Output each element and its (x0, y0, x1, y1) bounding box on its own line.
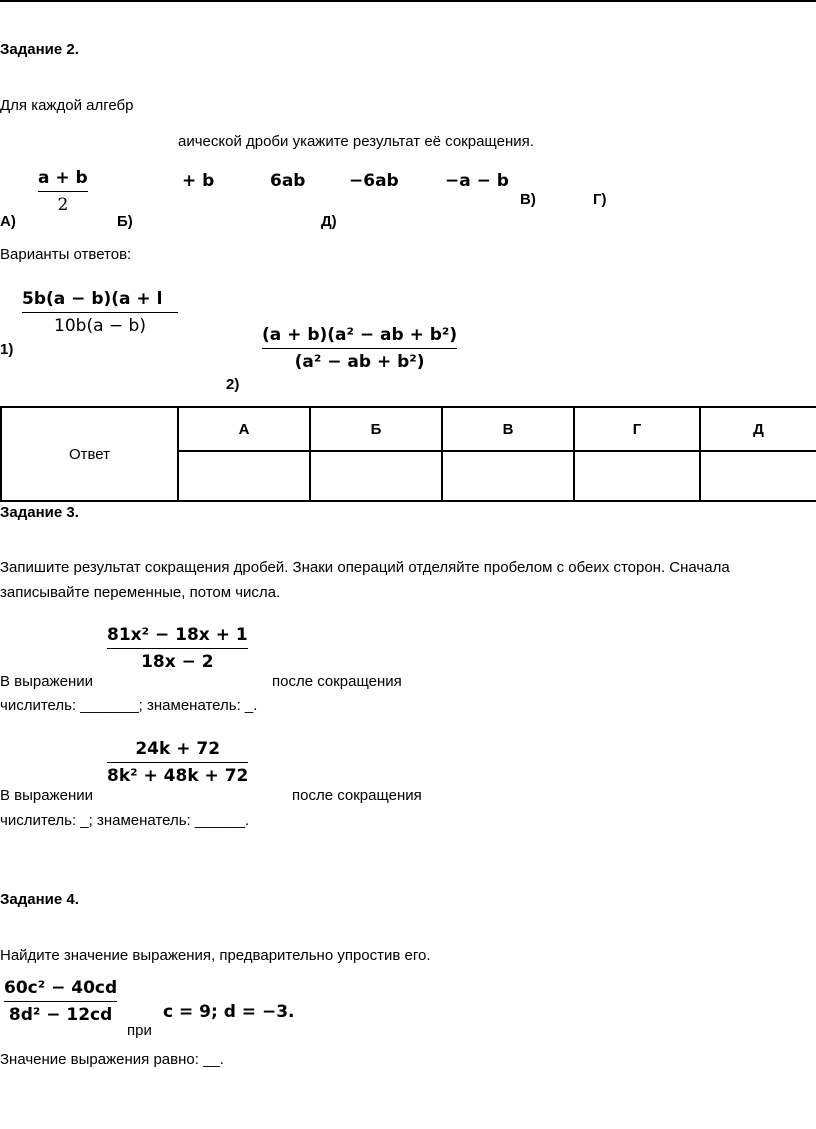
label-b: Б) (117, 213, 133, 230)
fraction-bar (22, 312, 178, 313)
fraction-bar (38, 191, 88, 192)
label-g: Г) (593, 191, 607, 208)
task3-heading: Задание 3. (0, 504, 79, 521)
frac-numerator: 81x² − 18x + 1 (107, 625, 248, 645)
fraction-bar (262, 348, 457, 349)
label-a: А) (0, 213, 16, 230)
answer-cell-b[interactable] (310, 451, 442, 501)
task2-expr-plus-b: + b (182, 171, 215, 191)
task4-fraction (4, 978, 117, 1025)
task2-expr-6ab: 6ab (270, 171, 306, 191)
frac-numerator: 24k + 72 (135, 739, 221, 759)
label-d: Д) (321, 213, 337, 230)
answer-cell-a[interactable] (178, 451, 310, 501)
task2-expr-a-frac (38, 168, 88, 215)
frac-numerator: 5b(a − b)(a + l (22, 289, 163, 309)
answer-col-g: Г (574, 407, 700, 451)
task2-expr-minus-a-minus-b: −a − b (445, 171, 509, 191)
task2-expr-minus-6ab: −6ab (349, 171, 399, 191)
label-v: В) (520, 191, 536, 208)
task4-heading: Задание 4. (0, 891, 79, 908)
variant2-label: 2) (226, 376, 240, 393)
task4-answer: Значение выражения равно: __. (0, 1051, 224, 1068)
task3-ex1-fraction (107, 625, 248, 672)
task3-ex1-suffix: после сокращения (272, 673, 402, 690)
answer-row-label: Ответ (1, 407, 178, 501)
answer-table (0, 406, 816, 502)
fraction-bar (107, 648, 248, 649)
answer-col-b: Б (310, 407, 442, 451)
frac-denominator: 18x − 2 (141, 652, 214, 672)
frac-numerator: (a + b)(a² − ab + b²) (262, 325, 458, 345)
task3-ex2-answer: числитель: _; знаменатель: ______. (0, 812, 250, 829)
variant2-fraction (262, 325, 457, 372)
task3-ex2-suffix: после сокращения (292, 787, 422, 804)
task3-ex1-prefix: В выражении (0, 673, 94, 690)
task4-at-label: при (127, 1022, 152, 1039)
frac-numerator: 60c² − 40cd (4, 978, 118, 998)
frac-denominator: 8d² − 12cd (8, 1005, 113, 1025)
task4-instruction: Найдите значение выражения, предварительно упростив его. (0, 947, 431, 964)
answer-col-d: Д (700, 407, 816, 451)
fraction-bar (107, 762, 248, 763)
answer-cell-v[interactable] (442, 451, 574, 501)
task4-condition: c = 9; d = −3. (163, 1002, 295, 1022)
frac-numerator: a + b (38, 168, 88, 188)
top-rule (0, 0, 816, 2)
frac-denominator: 8k² + 48k + 72 (107, 766, 249, 786)
task3-instruction-line2: записывайте переменные, потом числа. (0, 584, 281, 601)
task2-intro-part2: аической дроби укажите результат её сокращения. (178, 133, 534, 150)
answer-cell-d[interactable] (700, 451, 816, 501)
fraction-bar (4, 1001, 117, 1002)
frac-denominator: (a² − ab + b²) (294, 352, 425, 372)
variant1-fraction (22, 289, 178, 336)
answer-col-a: А (178, 407, 310, 451)
variants-title: Варианты ответов: (0, 246, 132, 263)
frac-denominator: 10b(a − b) (54, 316, 146, 336)
variant1-label: 1) (0, 341, 14, 358)
frac-denominator: 2 (57, 195, 69, 215)
answer-cell-g[interactable] (574, 451, 700, 501)
task2-intro-part1: Для каждой алгебр (0, 97, 134, 114)
task3-ex2-prefix: В выражении (0, 787, 94, 804)
task3-instruction-line1: Запишите результат сокращения дробей. Знаки операций отделяйте пробелом с обеих сторон. Сначала (0, 559, 730, 576)
task2-heading: Задание 2. (0, 41, 79, 58)
answer-col-v: В (442, 407, 574, 451)
task3-ex2-fraction (107, 739, 248, 786)
task3-ex1-answer: числитель: _______; знаменатель: _. (0, 697, 258, 714)
